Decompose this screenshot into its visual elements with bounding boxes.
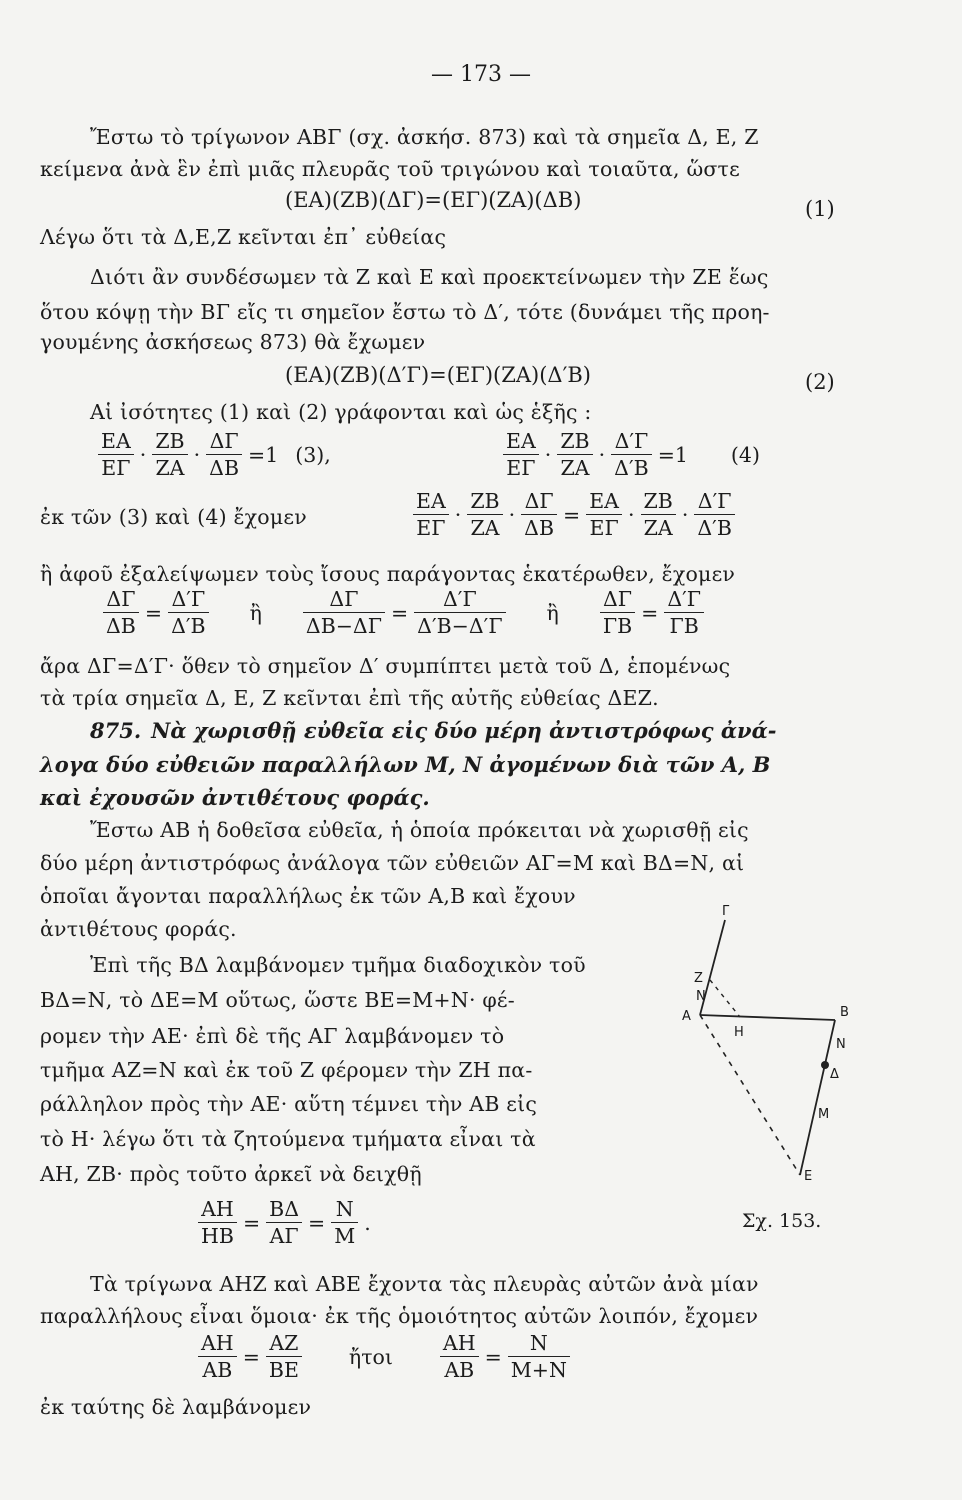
text-line: κείμενα ἀνὰ ἓν ἐπὶ μιᾶς πλευρᾶς τοῦ τριγώνου καὶ τοιαῦτα, ὥστε bbox=[40, 157, 740, 181]
fraction: $\frac{ZB}{ZA}$ bbox=[557, 428, 592, 481]
text-line: Αἱ ἰσότητες (1) καὶ (2) γράφονται καὶ ὡς ἑξῆς : bbox=[90, 400, 592, 424]
equation-5: $\frac{EA}{E\Gamma}$ · $\frac{ZB}{ZA}$ · $\frac{\Delta\Gamma}{\Delta B}$ = $\frac{EA}{E\Gamma}$ · $\frac{ZB}{ZA}$ · $\frac{\Delta'\Gamma}{\Delta'B}$ bbox=[410, 488, 738, 541]
exercise-heading: λογα δύο εὐθειῶν παραλλήλων Μ, Ν ἀγομένων διὰ τῶν Α, Β bbox=[40, 752, 771, 777]
label-e: Ε bbox=[804, 1169, 813, 1184]
fraction: $\frac{\Delta'\Gamma}{\Delta'B}$ bbox=[611, 428, 652, 481]
equation-number: (1) bbox=[805, 197, 835, 221]
text-line: ρομεν τὴν ΑΕ· ἐπὶ δὲ τῆς ΑΓ λαμβάνομεν τὸ bbox=[40, 1024, 505, 1048]
equation-4: $\frac{EA}{E\Gamma}$ · $\frac{ZB}{ZA}$ · $\frac{\Delta'\Gamma}{\Delta'B}$ =1 (4) bbox=[500, 428, 763, 481]
label-g: Γ bbox=[722, 904, 730, 919]
text-line: ἐκ ταύτης δὲ λαμβάνομεν bbox=[40, 1395, 312, 1419]
text-line: δύο μέρη ἀντιστρόφως ἀνάλογα τῶν εὐθειῶν ΑΓ=Μ καὶ ΒΔ=Ν, αἱ bbox=[40, 851, 745, 875]
segment-be bbox=[800, 1020, 835, 1175]
label-m: Μ bbox=[818, 1107, 830, 1122]
text-line: παραλλήλους εἶναι ὅμοια· ἐκ τῆς ὁμοιότητος αὐτῶν λοιπόν, ἔχομεν bbox=[40, 1304, 759, 1328]
equation-2: (ΕΑ)(ΖΒ)(Δ′Γ)=(ΕΓ)(ΖΑ)(Δ′Β) bbox=[285, 363, 591, 387]
text-line: Τὰ τρίγωνα ΑΗΖ καὶ ΑΒΕ ἔχοντα τὰς πλευρὰς αὐτῶν ἀνὰ μίαν bbox=[90, 1272, 759, 1296]
segment-ab bbox=[700, 1015, 835, 1020]
label-n2: Ν bbox=[836, 1037, 846, 1052]
equation-number: (2) bbox=[805, 370, 835, 394]
figure-caption: Σχ. 153. bbox=[742, 1210, 822, 1232]
equation-6: $\frac{\Delta\Gamma}{\Delta B}$ = $\frac{\Delta'\Gamma}{\Delta'B}$ ἢ $\frac{\Delta\Gamma}{\Delta B-\Delta\Gamma}$ = $\frac{\Delta'\Gamma}{\Delta'B-\Delta'\Gamma}$ ἢ $\frac{\Delta\Gamma}{\Gamma B}$ = $\frac{\Delta'\Gamma}{\Gamma B}$ bbox=[100, 586, 707, 639]
equation-3: $\frac{EA}{E\Gamma}$ · $\frac{ZB}{ZA}$ · $\frac{\Delta\Gamma}{\Delta B}$ =1 (3), bbox=[95, 428, 334, 481]
label-b: Β bbox=[840, 1005, 849, 1020]
text-line: γουμένης ἀσκήσεως 873) θὰ ἔχωμεν bbox=[40, 330, 426, 354]
page-number: — 173 — bbox=[431, 62, 531, 87]
fraction: $\frac{EA}{E\Gamma}$ bbox=[98, 428, 134, 481]
text-line: τὸ Η· λέγω ὅτι τὰ ζητούμενα τμήματα εἶναι τὰ bbox=[40, 1127, 536, 1151]
text-line: ἐκ τῶν (3) καὶ (4) ἔχομεν bbox=[40, 505, 307, 529]
exercise-heading: καὶ ἐχουσῶν ἀντιθέτους φοράς. bbox=[40, 785, 430, 810]
figure-153 bbox=[640, 890, 900, 1200]
text-line: Ἐπὶ τῆς ΒΔ λαμβάνομεν τμῆμα διαδοχικὸν τοῦ bbox=[90, 953, 586, 977]
text-line: Διότι ἂν συνδέσωμεν τὰ Ζ καὶ Ε καὶ προεκτείνωμεν τὴν ΖΕ ἕως bbox=[90, 265, 769, 289]
fraction: $\frac{EA}{E\Gamma}$ bbox=[503, 428, 539, 481]
text-line: ὁποῖαι ἄγονται παραλλήλως ἐκ τῶν Α,Β καὶ ἔχουν bbox=[40, 884, 576, 908]
fraction: $\frac{\Delta\Gamma}{\Delta B}$ bbox=[206, 428, 242, 481]
text-line: ΑΗ, ΖΒ· πρὸς τοῦτο ἀρκεῖ νὰ δειχθῇ bbox=[40, 1162, 422, 1186]
text-line: ΒΔ=Ν, τὸ ΔΕ=Μ οὕτως, ὥστε ΒΕ=Μ+Ν· φέ- bbox=[40, 988, 515, 1012]
segment-zh bbox=[710, 980, 740, 1017]
segment-ae bbox=[700, 1015, 800, 1175]
fraction: $\frac{ZB}{ZA}$ bbox=[152, 428, 187, 481]
text-line: Ἔστω ΑΒ ἡ δοθεῖσα εὐθεῖα, ἡ ὁποία πρόκειται νὰ χωρισθῇ εἰς bbox=[90, 818, 749, 842]
text-line: Λέγω ὅτι τὰ Δ,Ε,Ζ κεῖνται ἐπ᾿ εὐθείας bbox=[40, 225, 447, 249]
equation-8: $\frac{AH}{AB}$ = $\frac{AZ}{BE}$ ἤτοι $\frac{AH}{AB}$ = $\frac{N}{M+N}$ bbox=[195, 1330, 573, 1383]
label-h: Η bbox=[734, 1025, 744, 1040]
equation-7: $\frac{AH}{HB}$ = $\frac{B\Delta}{A\Gamma}$ = $\frac{N}{M}$ . bbox=[195, 1196, 374, 1249]
text-line: ἢ ἀφοῦ ἐξαλείψωμεν τοὺς ἴσους παράγοντας ἑκατέρωθεν, ἔχομεν bbox=[40, 562, 736, 586]
label-z: Ζ bbox=[694, 971, 703, 986]
text-line: τὰ τρία σημεῖα Δ, Ε, Ζ κεῖνται ἐπὶ τῆς αὐτῆς εὐθείας ΔΕΖ. bbox=[40, 686, 659, 710]
text-line: Ἔστω τὸ τρίγωνον ΑΒΓ (σχ. ἀσκήσ. 873) καὶ τὰ σημεῖα Δ, Ε, Ζ bbox=[90, 125, 759, 149]
text-line: ράλληλον πρὸς τὴν ΑΕ· αὕτη τέμνει τὴν ΑΒ εἰς bbox=[40, 1092, 538, 1116]
point-d bbox=[821, 1061, 829, 1069]
label-d: Δ bbox=[830, 1067, 839, 1082]
label-n: Ν bbox=[696, 989, 706, 1004]
label-a: Α bbox=[682, 1009, 691, 1024]
text-line: ἄρα ΔΓ=Δ′Γ· ὅθεν τὸ σημεῖον Δ′ συμπίπτει μετὰ τοῦ Δ, ἑπομένως bbox=[40, 654, 731, 678]
exercise-heading: 875. Νὰ χωρισθῇ εὐθεῖα εἰς δύο μέρη ἀντιστρόφως ἀνά- bbox=[90, 718, 777, 743]
equation-1: (ΕΑ)(ΖΒ)(ΔΓ)=(ΕΓ)(ΖΑ)(ΔΒ) bbox=[285, 188, 582, 212]
text-line: ἀντιθέτους φοράς. bbox=[40, 917, 237, 941]
text-line: τμῆμα ΑΖ=Ν καὶ ἐκ τοῦ Ζ φέρομεν τὴν ΖΗ πα- bbox=[40, 1058, 533, 1082]
text-line: ὅτου κόψῃ τὴν ΒΓ εἴς τι σημεῖον ἔστω τὸ Δ′, τότε (δυνάμει τῆς προη- bbox=[40, 300, 770, 324]
